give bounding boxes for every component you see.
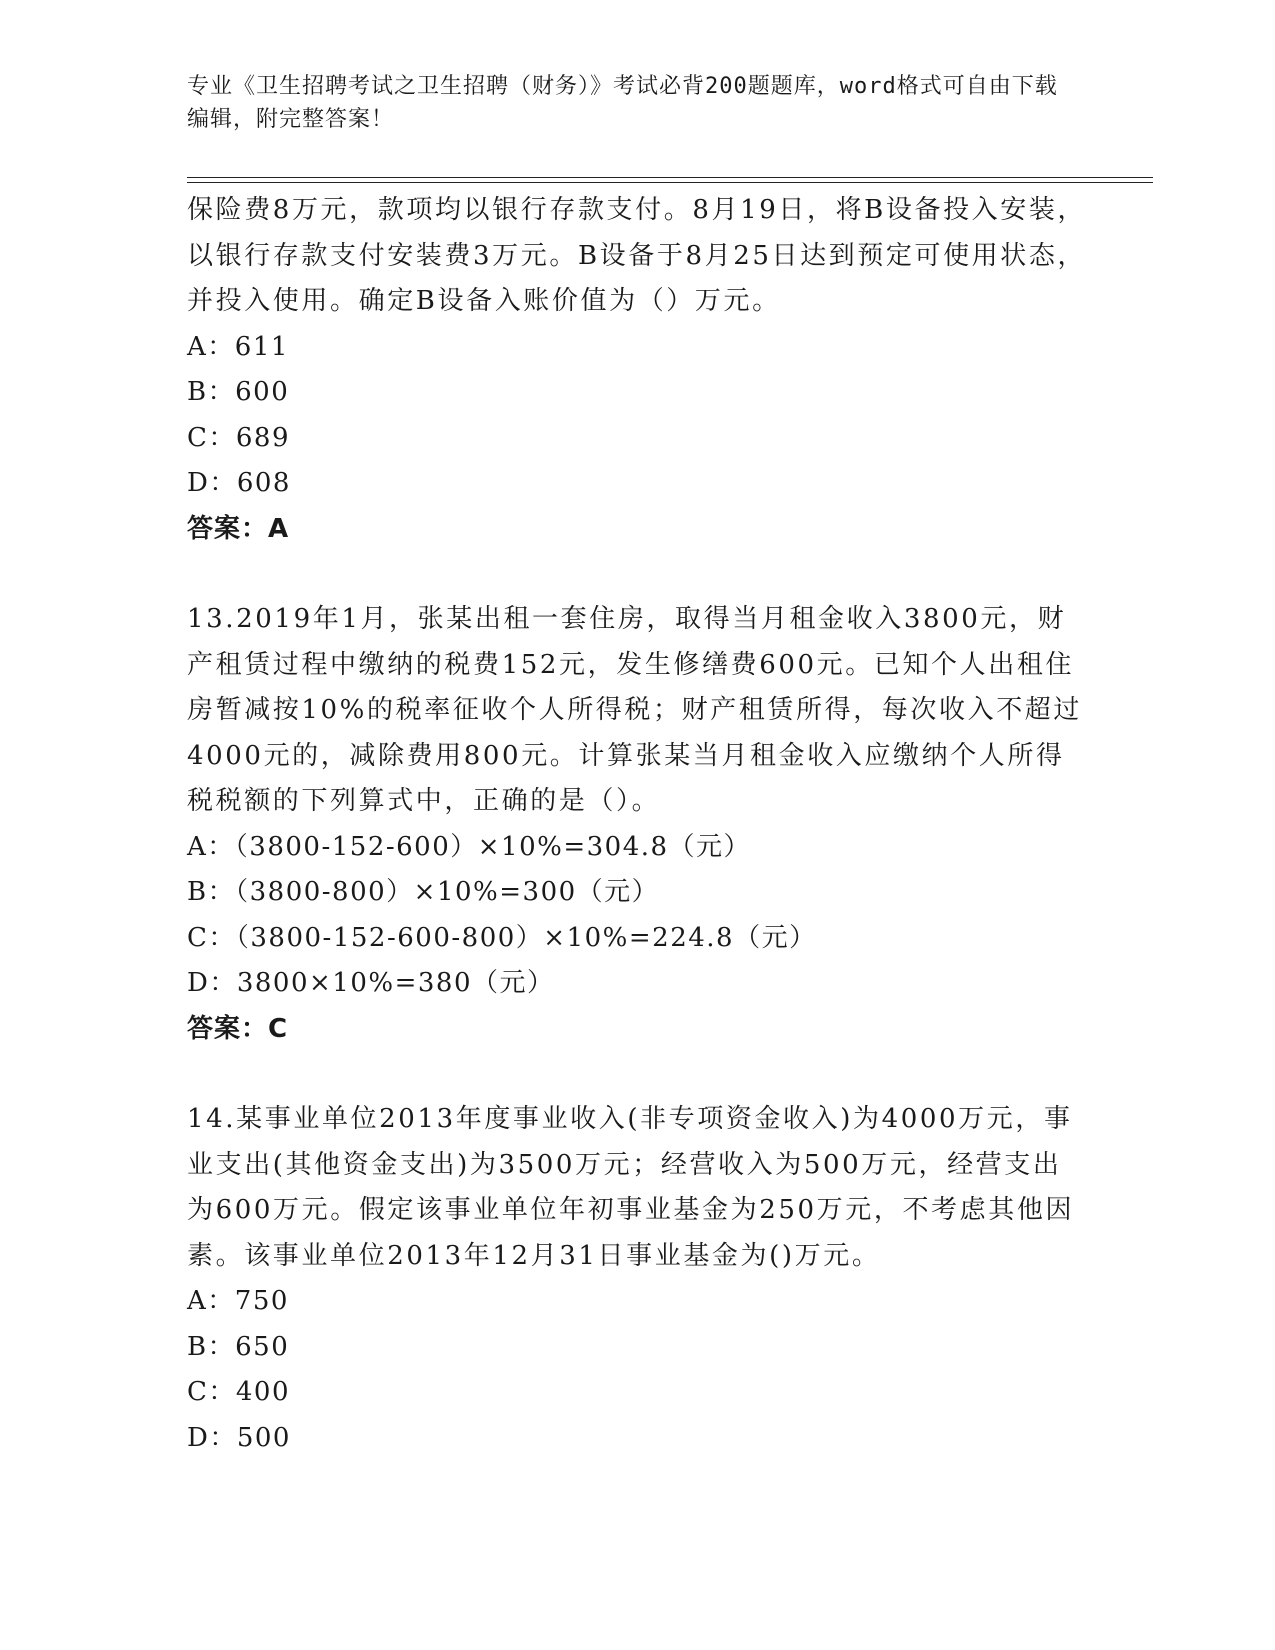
option-d: D：500 (187, 1422, 291, 1453)
option-c: C：（3800-152-600-800）×10%=224.8（元） (187, 922, 817, 953)
option-c: C：689 (187, 422, 291, 453)
header-divider-bottom (187, 182, 1153, 183)
option-c: C：400 (187, 1377, 291, 1407)
question-stem: 13.2019年1月，张某出租一套住房，取得当月租金收入3800元，财产租赁过程中缴纳的税费152元，发生修缮费600元。已知个人出租住房暂减按10%的税率征收个人所得税；财产租赁所得，每次收入不超过4000元的，减除费用800元。计算张某当月租金收入应缴纳个人所得税税额的下列算式中，正确的是（）。 (187, 604, 1082, 816)
option-b: B：（3800-800）×10%=300（元） (187, 877, 660, 907)
question-14 (187, 1097, 1087, 1461)
question-13 (187, 597, 1087, 1052)
option-b: B：650 (187, 1331, 290, 1362)
document-header: 专业《卫生招聘考试之卫生招聘（财务）》考试必背200题题库，word格式可自由下载编辑，附完整答案！ (187, 74, 1058, 132)
option-d: D：608 (187, 468, 291, 498)
spacer (187, 1052, 1087, 1097)
questions-content (187, 188, 1087, 1461)
option-a: A：（3800-152-600）×10%=304.8（元） (187, 831, 752, 862)
option-a: A：611 (187, 331, 289, 362)
answer-line: 答案：C (187, 1013, 289, 1044)
answer-line: 答案：A (187, 513, 290, 544)
spacer (187, 552, 1087, 597)
question-12 (187, 188, 1087, 552)
option-d: D：3800×10%=380（元） (187, 968, 555, 998)
header-divider-top (187, 177, 1153, 178)
question-stem: 保险费8万元，款项均以银行存款支付。8月19日，将B设备投入安装，以银行存款支付安装费3万元。B设备于8月25日达到预定可使用状态，并投入使用。确定B设备入账价值为（）万元。 (187, 195, 1087, 316)
question-stem: 14.某事业单位2013年度事业收入(非专项资金收入)为4000万元，事业支出(其他资金支出)为3500万元；经营收入为500万元，经营支出为600万元。假定该事业单位年初事业基金为250万元，不考虑其他因素。该事业单位2013年12月31日事业基金为()万元。 (187, 1104, 1075, 1271)
option-a: A：750 (187, 1286, 289, 1316)
option-b: B：600 (187, 377, 290, 407)
